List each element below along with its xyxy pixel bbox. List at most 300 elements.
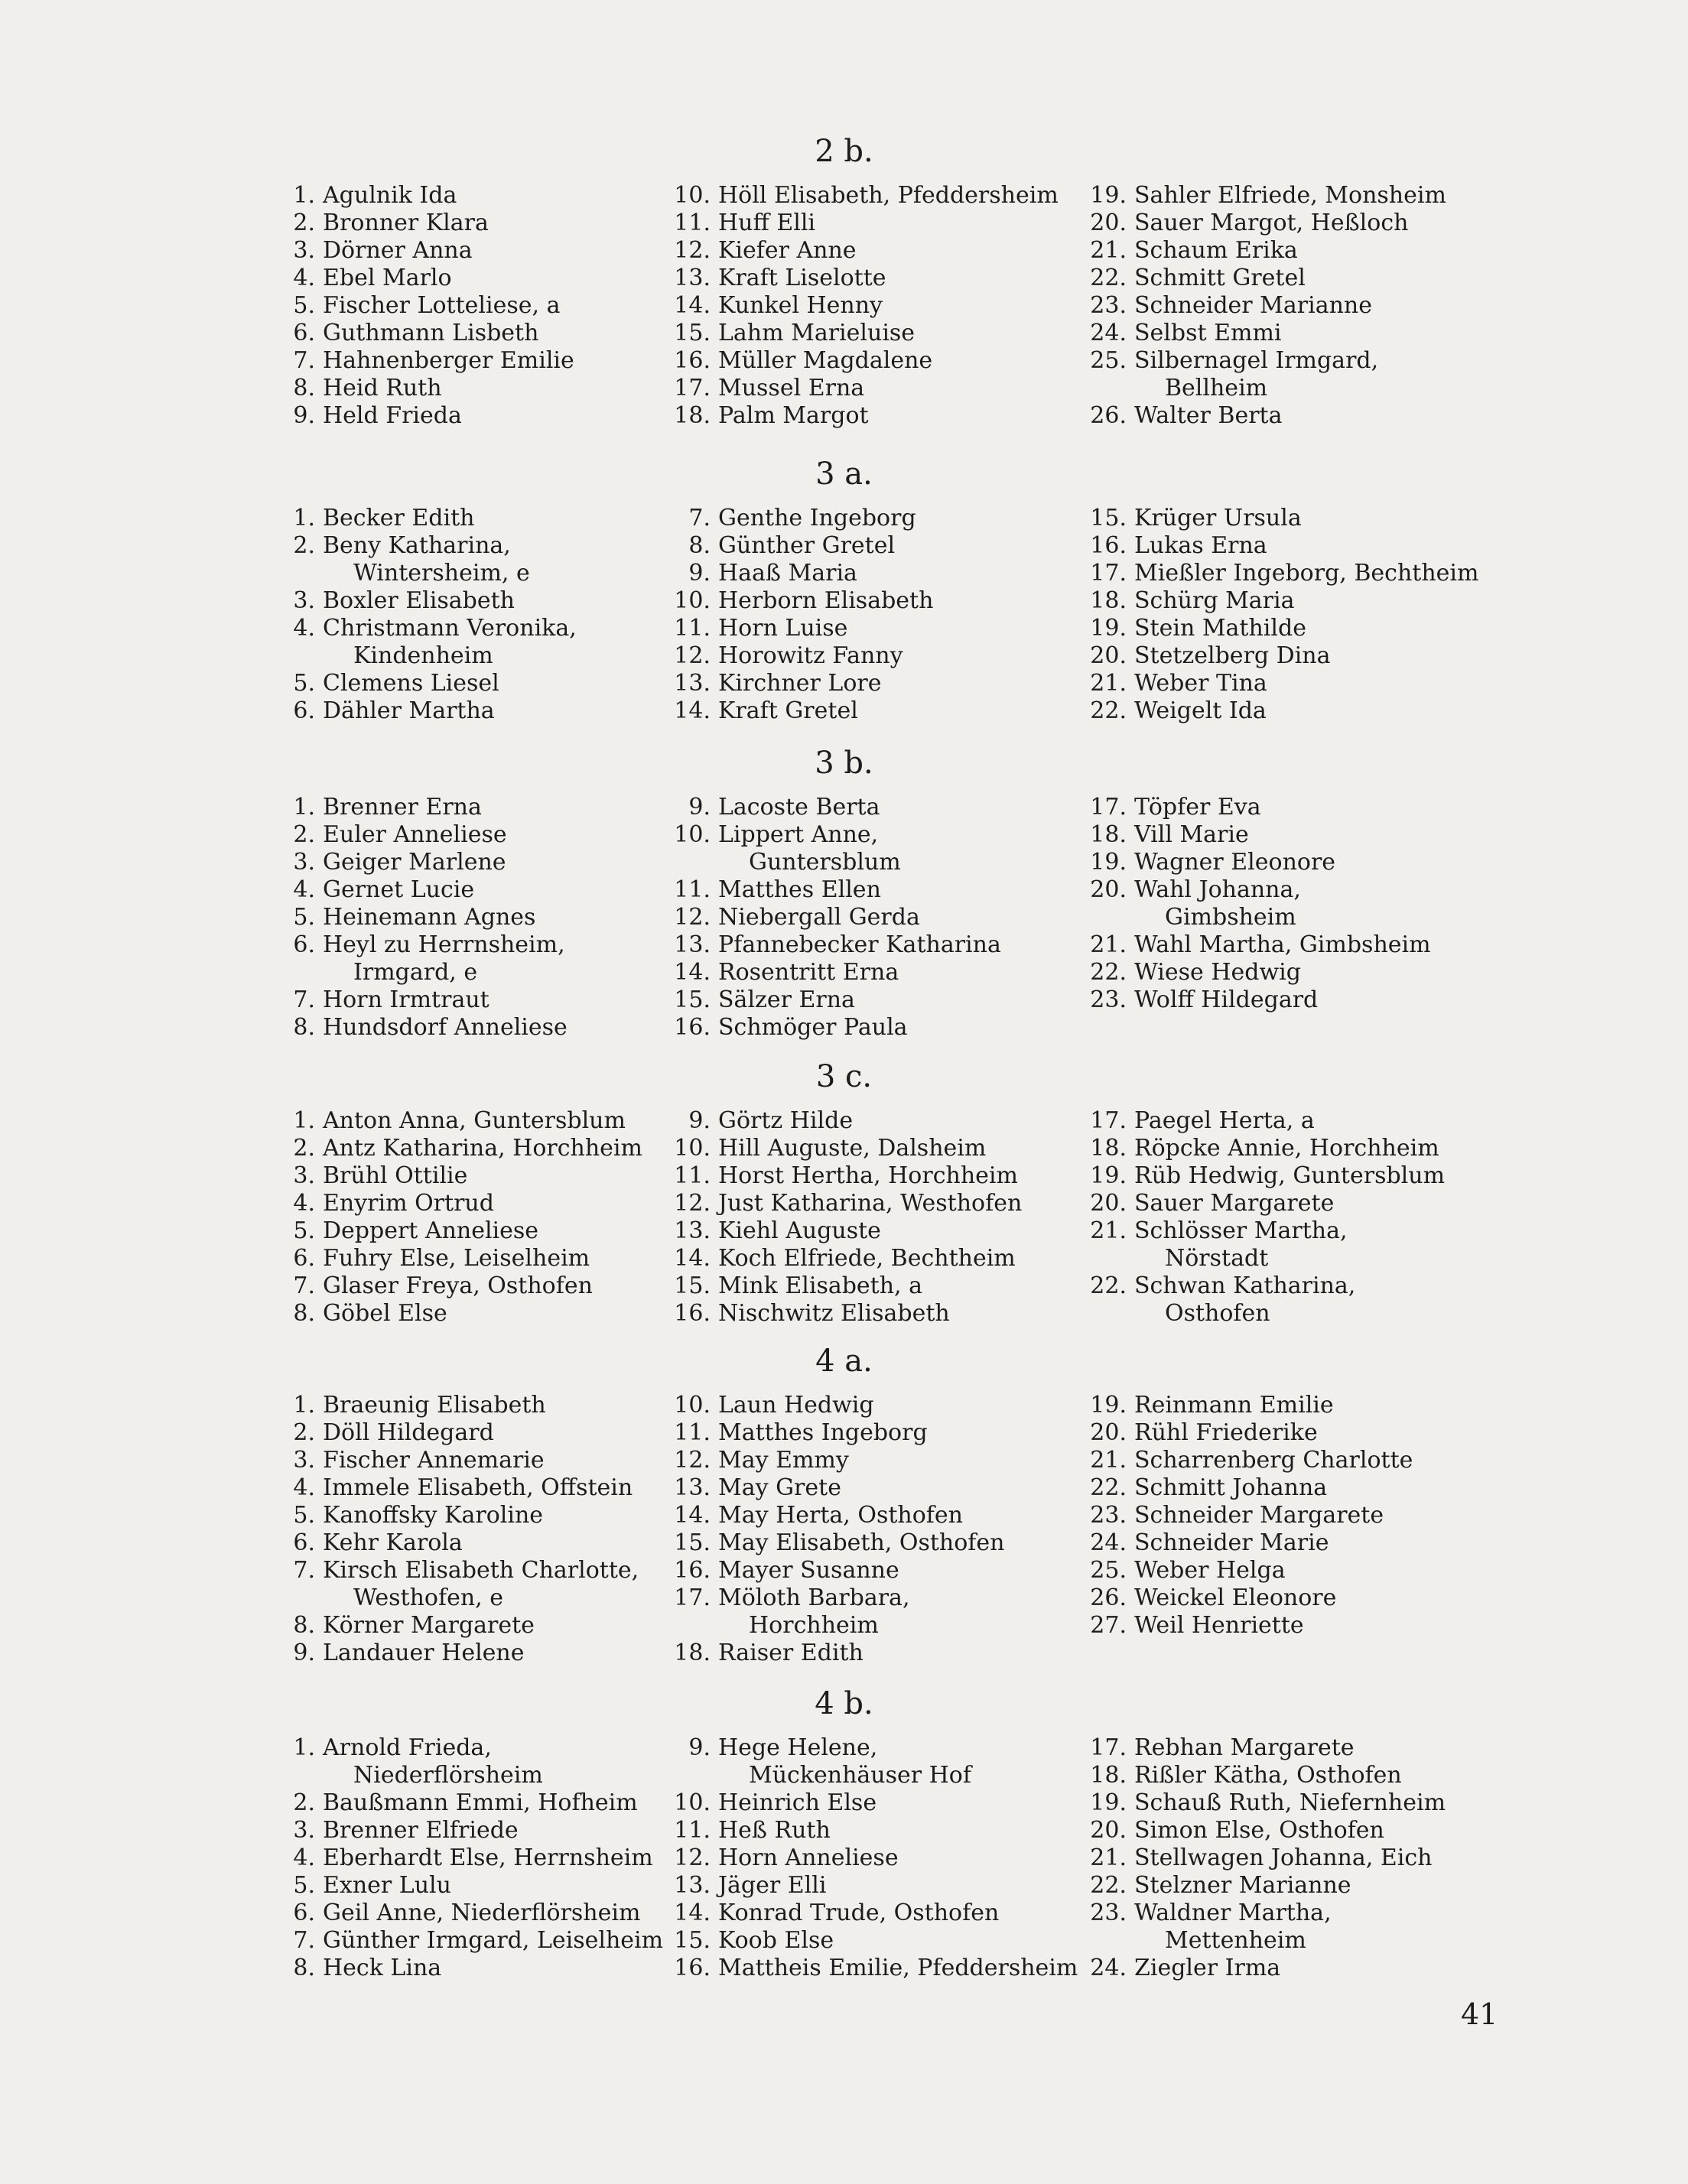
- list-item: [268, 1640, 639, 1667]
- list-item: [1079, 615, 1478, 642]
- list-item: [268, 1014, 568, 1042]
- name-column: [1079, 1392, 1413, 1640]
- list-item: [663, 505, 933, 532]
- list-item: [663, 904, 1001, 931]
- list-item: [268, 1817, 663, 1844]
- item-number: 20.: [1090, 1419, 1127, 1446]
- item-name: Reinmann Emilie: [1134, 1392, 1334, 1419]
- list-item: [1079, 1762, 1446, 1789]
- item-name: Kiehl Auguste: [718, 1217, 881, 1244]
- item-name: Weickel Eleonore: [1134, 1584, 1337, 1611]
- item-name: Heinemann Agnes: [323, 904, 536, 931]
- item-name: Jäger Elli: [718, 1872, 827, 1899]
- item-name: Krüger Ursula: [1134, 505, 1302, 531]
- list-item: [663, 1107, 1022, 1135]
- item-name: Just Katharina, Westhofen: [718, 1190, 1023, 1217]
- name-column: [663, 182, 1059, 430]
- list-item: [663, 1502, 1004, 1529]
- item-number: 20.: [1090, 210, 1127, 236]
- item-number: 3.: [293, 1447, 315, 1474]
- list-item: [268, 1474, 639, 1502]
- item-number: 9.: [688, 1734, 711, 1761]
- item-number: 7.: [293, 1557, 315, 1584]
- item-name: Fischer Lotteliese, a: [323, 292, 561, 319]
- item-number: 14.: [674, 1502, 711, 1529]
- list-item: [663, 1217, 1022, 1245]
- item-name: Möloth Barbara,: [718, 1584, 910, 1611]
- item-name: Heyl zu Herrnsheim,: [323, 931, 565, 958]
- item-number: 23.: [1090, 986, 1127, 1013]
- item-name: Kiefer Anne: [718, 237, 857, 264]
- item-name: Rühl Friederike: [1134, 1419, 1318, 1446]
- item-number: 27.: [1090, 1612, 1127, 1639]
- list-item: [268, 670, 577, 697]
- item-number: 21.: [1090, 1447, 1127, 1474]
- list-item: [268, 615, 577, 670]
- item-name: Rebhan Margarete: [1134, 1734, 1355, 1761]
- item-number: 2.: [293, 1419, 315, 1446]
- list-item: [663, 265, 1059, 292]
- list-item: [663, 402, 1059, 430]
- item-name: Koch Elfriede, Bechtheim: [718, 1245, 1016, 1272]
- list-item: [1079, 1272, 1445, 1328]
- item-number: 23.: [1090, 292, 1127, 319]
- item-number: 16.: [674, 1014, 711, 1041]
- item-number: 6.: [293, 1245, 315, 1272]
- list-item: [1079, 1447, 1413, 1474]
- list-item: [663, 1245, 1022, 1272]
- item-name: Palm Margot: [718, 402, 869, 429]
- item-number: 15.: [674, 1927, 711, 1954]
- item-number: 25.: [1090, 347, 1127, 374]
- item-name: Stein Mathilde: [1134, 615, 1306, 642]
- list-item: [268, 986, 568, 1014]
- item-name: Schmitt Gretel: [1134, 265, 1306, 291]
- item-number: 10.: [674, 1789, 711, 1816]
- item-name: Gernet Lucie: [323, 876, 475, 903]
- item-number: 7.: [293, 347, 315, 374]
- list-item: [268, 904, 568, 931]
- list-item: [1079, 1107, 1445, 1135]
- list-item: [268, 794, 568, 821]
- list-item: [663, 237, 1059, 265]
- item-name: Mayer Susanne: [718, 1557, 899, 1584]
- item-number: 1.: [293, 1734, 315, 1761]
- item-number: 18.: [674, 1640, 711, 1666]
- name-column: [268, 1107, 642, 1328]
- item-continuation: Horchheim: [749, 1612, 879, 1639]
- item-name: Guthmann Lisbeth: [323, 320, 539, 346]
- item-name: Hundsdorf Anneliese: [323, 1014, 568, 1041]
- item-name: Schmöger Paula: [718, 1014, 908, 1041]
- class-heading: 4 a.: [815, 1344, 873, 1379]
- item-number: 14.: [674, 292, 711, 319]
- item-number: 5.: [293, 1502, 315, 1529]
- list-item: [268, 1300, 642, 1328]
- item-number: 10.: [674, 821, 711, 848]
- list-item: [663, 642, 933, 670]
- item-number: 10.: [674, 1392, 711, 1419]
- list-item: [663, 670, 933, 697]
- item-name: Christmann Veronika,: [323, 615, 577, 642]
- item-name: Horst Hertha, Horchheim: [718, 1162, 1018, 1189]
- list-item: [268, 931, 568, 986]
- list-item: [1079, 1135, 1445, 1162]
- item-number: 22.: [1090, 1474, 1127, 1501]
- item-number: 9.: [293, 402, 315, 429]
- item-number: 12.: [674, 642, 711, 669]
- item-number: 21.: [1090, 1217, 1127, 1244]
- class-heading: 3 a.: [815, 457, 873, 492]
- list-item: [663, 1955, 1078, 1982]
- list-item: [268, 821, 568, 849]
- page-number: 41: [1461, 1997, 1498, 2031]
- list-item: [268, 1927, 663, 1955]
- list-item: [663, 1474, 1004, 1502]
- item-number: 4.: [293, 876, 315, 903]
- item-name: Kunkel Henny: [718, 292, 883, 319]
- item-number: 13.: [674, 1474, 711, 1501]
- item-name: Agulnik Ida: [323, 182, 457, 209]
- item-number: 9.: [688, 560, 711, 587]
- item-name: Stellwagen Johanna, Eich: [1134, 1844, 1433, 1871]
- list-item: [663, 1272, 1022, 1300]
- list-item: [268, 375, 574, 402]
- item-number: 8.: [293, 1955, 315, 1981]
- name-column: [1079, 505, 1478, 725]
- item-name: Wahl Johanna,: [1134, 876, 1301, 903]
- item-number: 19.: [1090, 1789, 1127, 1816]
- name-column: [1079, 1107, 1445, 1328]
- list-item: [1079, 1612, 1413, 1640]
- name-column: [268, 1392, 639, 1667]
- item-number: 20.: [1090, 1817, 1127, 1844]
- item-name: Anton Anna, Guntersblum: [323, 1107, 626, 1134]
- list-item: [268, 265, 574, 292]
- item-name: Günther Gretel: [718, 532, 896, 559]
- item-name: Görtz Hilde: [718, 1107, 854, 1134]
- item-continuation: Wintersheim, e: [353, 560, 530, 587]
- list-item: [663, 292, 1059, 320]
- item-number: 17.: [1090, 560, 1127, 587]
- item-name: Schneider Marie: [1134, 1529, 1329, 1556]
- item-name: Antz Katharina, Horchheim: [323, 1135, 642, 1162]
- item-number: 1.: [293, 794, 315, 821]
- list-item: [1079, 292, 1446, 320]
- list-item: [268, 182, 574, 210]
- item-name: Matthes Ellen: [718, 876, 881, 903]
- list-item: [663, 1584, 1004, 1640]
- item-name: Kehr Karola: [323, 1529, 463, 1556]
- item-number: 19.: [1090, 182, 1127, 209]
- item-number: 13.: [674, 931, 711, 958]
- item-number: 21.: [1090, 670, 1127, 697]
- name-column: [663, 794, 1001, 1042]
- item-name: Clemens Liesel: [323, 670, 499, 697]
- list-item: [663, 1014, 1001, 1042]
- list-item: [268, 1529, 639, 1557]
- item-name: Heid Ruth: [323, 375, 442, 401]
- item-continuation: Guntersblum: [749, 849, 901, 876]
- item-number: 2.: [293, 1789, 315, 1816]
- item-name: Kraft Gretel: [718, 697, 858, 724]
- list-item: [268, 1245, 642, 1272]
- item-name: Silbernagel Irmgard,: [1134, 347, 1379, 374]
- item-number: 10.: [674, 1135, 711, 1162]
- list-item: [1079, 1529, 1413, 1557]
- list-item: [268, 1272, 642, 1300]
- item-number: 11.: [674, 1817, 711, 1844]
- item-name: Wagner Eleonore: [1134, 849, 1336, 876]
- item-name: Laun Hedwig: [718, 1392, 874, 1419]
- item-number: 1.: [293, 1107, 315, 1134]
- item-number: 7.: [688, 505, 711, 531]
- item-number: 16.: [1090, 532, 1127, 559]
- item-number: 12.: [674, 1447, 711, 1474]
- item-continuation: Bellheim: [1165, 375, 1268, 401]
- item-name: Müller Magdalene: [718, 347, 933, 374]
- item-name: Sauer Margarete: [1134, 1190, 1335, 1217]
- item-continuation: Irmgard, e: [353, 959, 478, 986]
- list-item: [1079, 876, 1431, 931]
- item-name: May Grete: [718, 1474, 841, 1501]
- list-item: [268, 320, 574, 347]
- item-number: 2.: [293, 1135, 315, 1162]
- list-item: [1079, 265, 1446, 292]
- item-number: 16.: [674, 1300, 711, 1327]
- item-name: Weil Henriette: [1134, 1612, 1304, 1639]
- item-name: Lippert Anne,: [718, 821, 879, 848]
- item-name: Baußmann Emmi, Hofheim: [323, 1789, 638, 1816]
- list-item: [1079, 1557, 1413, 1584]
- list-item: [663, 986, 1001, 1014]
- item-number: 22.: [1090, 959, 1127, 986]
- list-item: [663, 1419, 1004, 1447]
- item-name: Mink Elisabeth, a: [718, 1272, 923, 1299]
- item-number: 8.: [293, 375, 315, 401]
- list-item: [663, 1872, 1078, 1900]
- name-column: [268, 505, 577, 725]
- item-name: Koob Else: [718, 1927, 834, 1954]
- item-name: Rißler Kätha, Osthofen: [1134, 1762, 1402, 1789]
- list-item: [1079, 402, 1446, 430]
- item-number: 12.: [674, 904, 711, 931]
- item-number: 20.: [1090, 876, 1127, 903]
- item-number: 15.: [1090, 505, 1127, 531]
- item-name: Schauß Ruth, Niefernheim: [1134, 1789, 1446, 1816]
- item-number: 3.: [293, 587, 315, 614]
- item-name: Euler Anneliese: [323, 821, 507, 848]
- list-item: [1079, 821, 1431, 849]
- item-name: Günther Irmgard, Leiselheim: [323, 1927, 664, 1954]
- item-name: Schmitt Johanna: [1134, 1474, 1328, 1501]
- item-name: Göbel Else: [323, 1300, 447, 1327]
- item-name: Mattheis Emilie, Pfeddersheim: [718, 1955, 1078, 1981]
- item-name: Glaser Freya, Osthofen: [323, 1272, 593, 1299]
- item-name: Höll Elisabeth, Pfeddersheim: [718, 182, 1059, 209]
- list-item: [663, 1529, 1004, 1557]
- item-name: Kanoffsky Karoline: [323, 1502, 544, 1529]
- list-item: [268, 402, 574, 430]
- item-name: Brühl Ottilie: [323, 1162, 468, 1189]
- item-continuation: Mettenheim: [1165, 1927, 1306, 1954]
- list-item: [663, 1557, 1004, 1584]
- item-name: May Herta, Osthofen: [718, 1502, 963, 1529]
- item-number: 5.: [293, 1217, 315, 1244]
- item-number: 5.: [293, 1872, 315, 1899]
- item-name: Walter Berta: [1134, 402, 1283, 429]
- item-name: Döll Hildegard: [323, 1419, 494, 1446]
- item-number: 20.: [1090, 1190, 1127, 1217]
- name-column: [663, 1107, 1022, 1328]
- item-number: 6.: [293, 1529, 315, 1556]
- item-name: Ziegler Irma: [1134, 1955, 1281, 1981]
- item-name: Eberhardt Else, Herrnsheim: [323, 1844, 653, 1871]
- item-name: Selbst Emmi: [1134, 320, 1282, 346]
- item-number: 14.: [674, 1245, 711, 1272]
- list-item: [663, 1734, 1078, 1789]
- item-name: Stelzner Marianne: [1134, 1872, 1351, 1899]
- item-name: Schürg Maria: [1134, 587, 1295, 614]
- item-number: 18.: [674, 402, 711, 429]
- item-number: 4.: [293, 1474, 315, 1501]
- item-name: Lahm Marieluise: [718, 320, 916, 346]
- item-number: 12.: [674, 1844, 711, 1871]
- item-name: Hahnenberger Emilie: [323, 347, 574, 374]
- item-name: Niebergall Gerda: [718, 904, 920, 931]
- item-number: 6.: [293, 931, 315, 958]
- item-number: 3.: [293, 1162, 315, 1189]
- item-name: Boxler Elisabeth: [323, 587, 515, 614]
- list-item: [1079, 642, 1478, 670]
- class-heading: 3 b.: [815, 746, 873, 781]
- item-number: 17.: [674, 375, 711, 401]
- item-continuation: Gimbsheim: [1165, 904, 1296, 931]
- list-item: [1079, 1900, 1446, 1955]
- item-number: 16.: [674, 347, 711, 374]
- item-number: 21.: [1090, 931, 1127, 958]
- item-name: Heß Ruth: [718, 1817, 831, 1844]
- list-item: [268, 1502, 639, 1529]
- list-item: [663, 821, 1001, 876]
- item-name: Dörner Anna: [323, 237, 473, 264]
- item-name: Haaß Maria: [718, 560, 857, 587]
- list-item: [663, 1190, 1022, 1217]
- list-item: [663, 560, 933, 587]
- item-continuation: Kindenheim: [353, 642, 493, 669]
- item-number: 17.: [1090, 794, 1127, 821]
- item-number: 26.: [1090, 402, 1127, 429]
- item-name: Horn Luise: [718, 615, 848, 642]
- item-number: 3.: [293, 1817, 315, 1844]
- list-item: [268, 505, 577, 532]
- list-item: [268, 347, 574, 375]
- item-name: Rüb Hedwig, Guntersblum: [1134, 1162, 1446, 1189]
- list-item: [268, 1107, 642, 1135]
- item-name: Simon Else, Osthofen: [1134, 1817, 1384, 1844]
- list-item: [663, 1162, 1022, 1190]
- item-number: 6.: [293, 697, 315, 724]
- item-number: 15.: [674, 320, 711, 346]
- item-number: 10.: [674, 587, 711, 614]
- item-continuation: Westhofen, e: [353, 1584, 503, 1611]
- list-item: [1079, 1474, 1413, 1502]
- item-number: 13.: [674, 670, 711, 697]
- item-name: Paegel Herta, a: [1134, 1107, 1315, 1134]
- item-name: Rosentritt Erna: [718, 959, 899, 986]
- list-item: [1079, 1817, 1446, 1844]
- list-item: [1079, 1789, 1446, 1817]
- item-number: 9.: [688, 1107, 711, 1134]
- item-name: Enyrim Ortrud: [323, 1190, 494, 1217]
- item-number: 5.: [293, 904, 315, 931]
- list-item: [1079, 1190, 1445, 1217]
- list-item: [1079, 320, 1446, 347]
- name-column: [268, 794, 568, 1042]
- list-item: [268, 237, 574, 265]
- list-item: [663, 794, 1001, 821]
- item-name: Sälzer Erna: [718, 986, 855, 1013]
- item-number: 21.: [1090, 237, 1127, 264]
- list-item: [663, 182, 1059, 210]
- list-item: [663, 697, 933, 725]
- list-item: [268, 1419, 639, 1447]
- item-number: 23.: [1090, 1900, 1127, 1926]
- list-item: [268, 1612, 639, 1640]
- item-number: 18.: [1090, 1762, 1127, 1789]
- item-name: Fuhry Else, Leiselheim: [323, 1245, 590, 1272]
- list-item: [268, 1190, 642, 1217]
- item-number: 15.: [674, 986, 711, 1013]
- item-continuation: Niederflörsheim: [353, 1762, 543, 1789]
- item-number: 8.: [293, 1300, 315, 1327]
- item-number: 11.: [674, 1162, 711, 1189]
- item-name: Körner Margarete: [323, 1612, 535, 1639]
- list-item: [1079, 505, 1478, 532]
- item-number: 20.: [1090, 642, 1127, 669]
- item-name: Waldner Martha,: [1134, 1900, 1332, 1926]
- list-item: [268, 1734, 663, 1789]
- item-name: Herborn Elisabeth: [718, 587, 934, 614]
- list-item: [663, 876, 1001, 904]
- item-name: May Emmy: [718, 1447, 849, 1474]
- list-item: [663, 375, 1059, 402]
- item-number: 7.: [293, 986, 315, 1013]
- item-name: May Elisabeth, Osthofen: [718, 1529, 1005, 1556]
- list-item: [663, 347, 1059, 375]
- item-number: 18.: [1090, 1135, 1127, 1162]
- list-item: [268, 1955, 663, 1982]
- item-continuation: Osthofen: [1165, 1300, 1270, 1327]
- item-number: 13.: [674, 1872, 711, 1899]
- item-number: 19.: [1090, 849, 1127, 876]
- list-item: [663, 1640, 1004, 1667]
- item-number: 11.: [674, 1419, 711, 1446]
- item-name: Immele Elisabeth, Offstein: [323, 1474, 633, 1501]
- list-item: [663, 587, 933, 615]
- list-item: [663, 210, 1059, 237]
- item-number: 22.: [1090, 1872, 1127, 1899]
- item-number: 7.: [293, 1927, 315, 1954]
- item-name: Nischwitz Elisabeth: [718, 1300, 950, 1327]
- item-name: Horowitz Fanny: [718, 642, 903, 669]
- item-number: 8.: [688, 532, 711, 559]
- list-item: [1079, 1584, 1413, 1612]
- item-number: 8.: [293, 1014, 315, 1041]
- item-number: 19.: [1090, 1392, 1127, 1419]
- list-item: [268, 1392, 639, 1419]
- list-item: [1079, 1734, 1446, 1762]
